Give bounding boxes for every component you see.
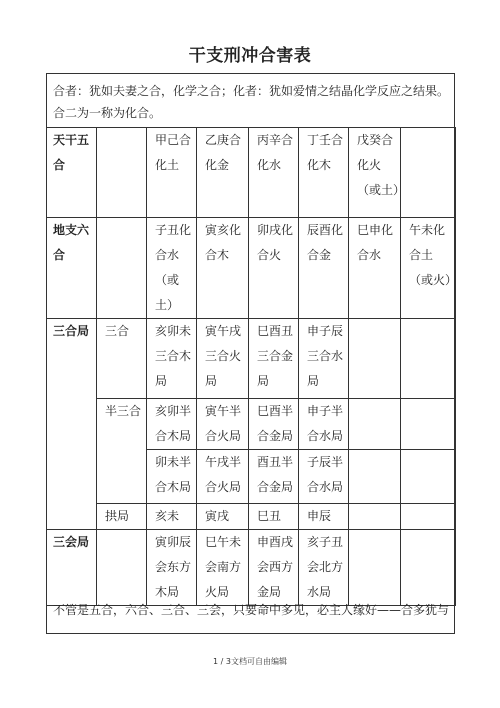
table-cell: 子丑化 合水 （或土） [147, 218, 197, 319]
table-cell [349, 319, 401, 399]
table-cell [349, 450, 401, 504]
table-cell: 午未化 合土 （或火） [401, 218, 456, 319]
table-cell: 巳酉半 合金局 [249, 399, 299, 450]
table-row [47, 504, 456, 530]
table-cell: 戊癸合 化火 （或土） [349, 128, 401, 218]
table-cell: 申酉戌 会西方 金局 [249, 530, 299, 606]
table-cell [349, 399, 401, 450]
table-row [47, 319, 456, 399]
row-header-sanhe: 三合局 [47, 319, 97, 530]
table-cell: 寅卯辰 会东方 木局 [147, 530, 197, 606]
table-row [47, 530, 456, 606]
table-cell: 辰酉化 合金 [299, 218, 349, 319]
table-cell: 巳酉丑 三合金 局 [249, 319, 299, 399]
table-cell [349, 530, 401, 606]
table-cell [401, 128, 456, 218]
table-cell: 巳丑 [249, 504, 299, 530]
table-cell: 寅亥化 合木 [197, 218, 249, 319]
table-cell: 申辰 [299, 504, 349, 530]
table-cell: 亥未 [147, 504, 197, 530]
table-cell [97, 530, 147, 606]
table-cell [401, 504, 456, 530]
intro-line: 合者：犹如夫妻之合，化学之合；化者：犹如爱情之结晶化学反应之结果。 [53, 84, 450, 98]
table-cell: 亥子丑 会北方 水局 [299, 530, 349, 606]
table-cell: 寅午半 合火局 [197, 399, 249, 450]
row-header-dizhi: 地支六 合 [47, 218, 97, 319]
table-cell: 丙辛合 化水 [249, 128, 299, 218]
table-cell: 寅午戌 三合火 局 [197, 319, 249, 399]
table-cell [401, 319, 456, 399]
table-cell: 申子半 合水局 [299, 399, 349, 450]
table-cell [401, 530, 456, 606]
table-cell: 酉丑半 合金局 [249, 450, 299, 504]
table-cell: 卯戌化 合火 [249, 218, 299, 319]
table-row [47, 128, 456, 218]
sub-label-gongju: 拱局 [97, 504, 147, 530]
intro-paragraph [53, 80, 449, 124]
table-cell [349, 504, 401, 530]
table-cell: 子辰半 合水局 [299, 450, 349, 504]
closing-paragraph: 不管是五合，六合、三合、三会，只要命中多见，必主人缘好——合多犹与 [53, 603, 449, 617]
table-cell [401, 450, 456, 504]
table-cell: 巳午未 会南方 火局 [197, 530, 249, 606]
row-header-tiangan: 天干五 合 [47, 128, 97, 218]
ganzhi-table [46, 127, 456, 606]
table-row [47, 218, 456, 319]
page-footer: 1 / 3文档可自由编辑 [213, 657, 287, 666]
table-cell: 巳申化 合水 [349, 218, 401, 319]
table-cell [97, 218, 147, 319]
table-cell: 亥卯未 三合木 局 [147, 319, 197, 399]
table-cell: 午戌半 合火局 [197, 450, 249, 504]
table-cell: 申子辰 三合水 局 [299, 319, 349, 399]
table-row [47, 399, 456, 450]
page-title: 干支刑冲合害表 [188, 46, 312, 66]
table-cell: 丁壬合 化木 [299, 128, 349, 218]
sub-label-sanhe: 三合 [97, 319, 147, 399]
table-cell: 亥卯半 合木局 [147, 399, 197, 450]
table-cell [97, 128, 147, 218]
table-cell: 卯未半 合木局 [147, 450, 197, 504]
intro-line: 合二为一称为化合。 [53, 106, 162, 120]
table-cell: 乙庚合 化金 [197, 128, 249, 218]
table-cell: 甲己合 化土 [147, 128, 197, 218]
sub-label-bansanhe: 半三合 [97, 399, 147, 504]
table-cell [401, 399, 456, 450]
row-header-sanhui: 三会局 [47, 530, 97, 606]
table-cell: 寅戌 [197, 504, 249, 530]
